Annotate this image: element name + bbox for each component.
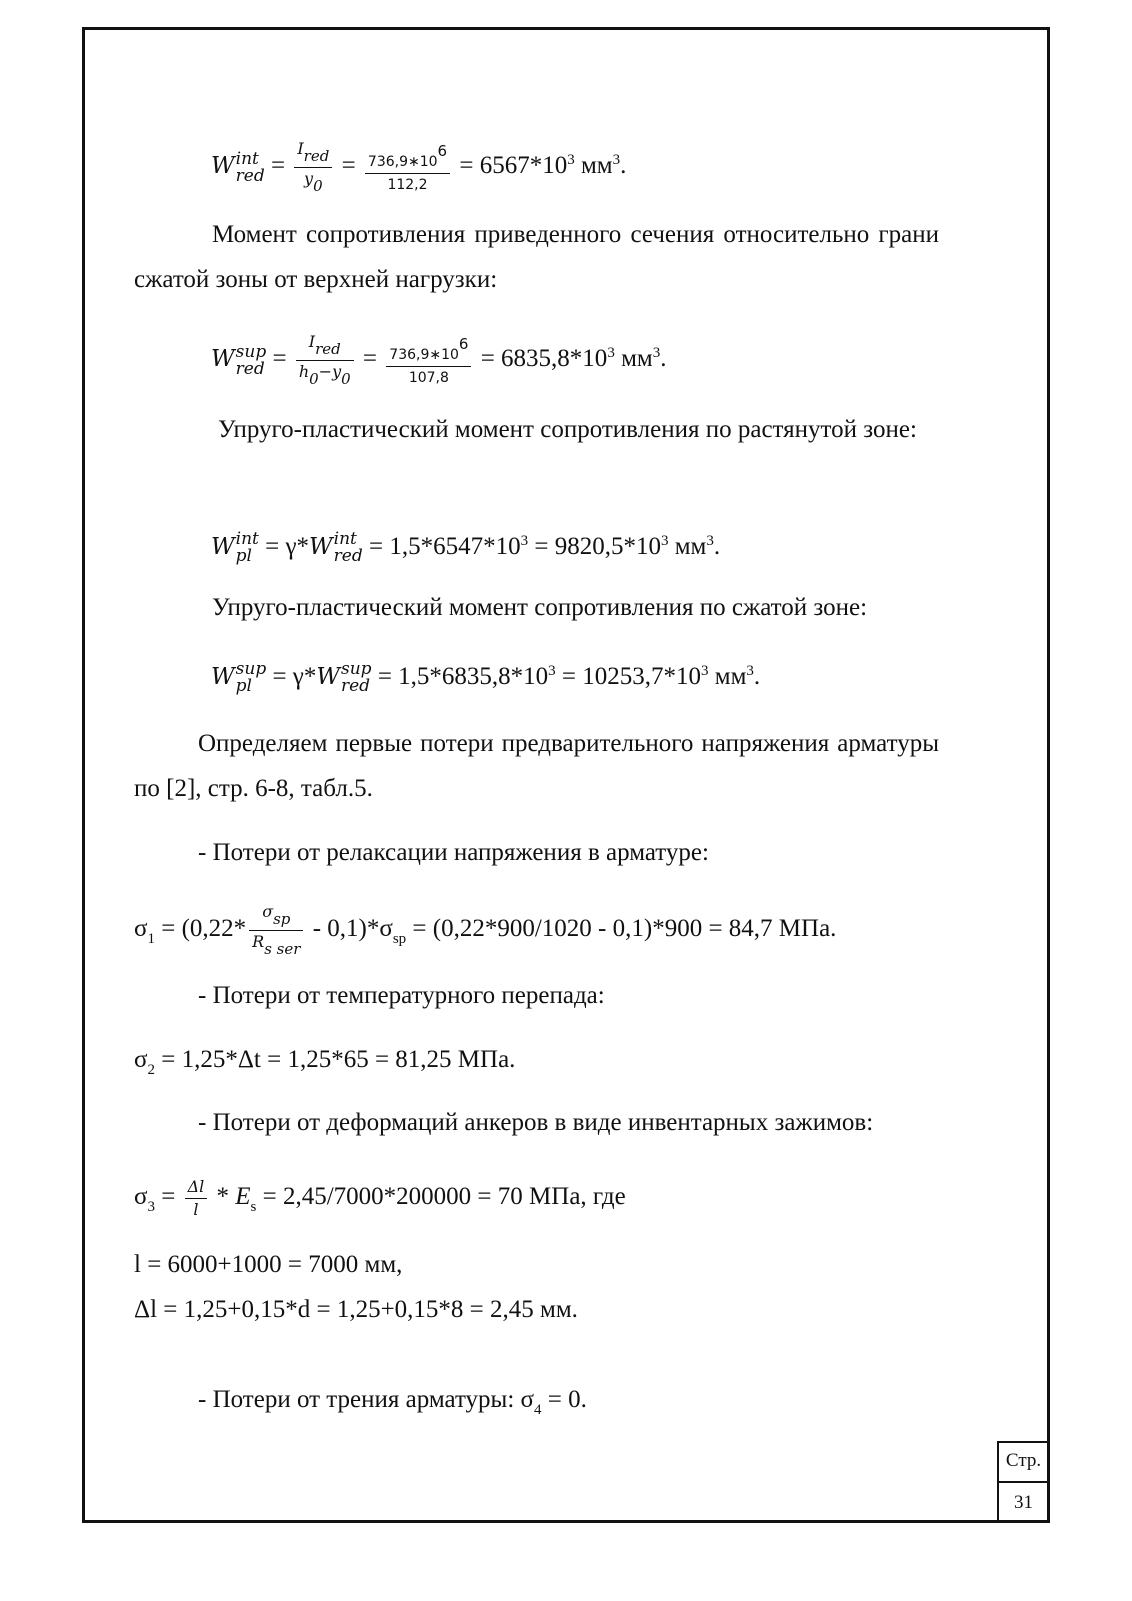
paragraph: Момент сопротивления приведенного сечения относительно грани сжатой зоны от верхней нагрузки: (134, 221, 939, 293)
sigma3-formula: $\sigma_3$ = $\frac{\Delta l}{l}$ * $E_s = 2,45/7000*200000 = 70$ МПа, где (134, 1177, 626, 1219)
paragraph: Определяем первые потери предварительного напряжения арматуры по [2], стр. 6-8, табл.5. (134, 730, 939, 802)
friction-heading: - Потери от трения арматуры: $\sigma_4 = 0$. (198, 1386, 587, 1418)
fraction: $\frac{\text{σsp}}{\text{Rs ser}}$ (249, 903, 303, 958)
delta-length-definition: Δl = 1,25+0,15*d = 1,25+0,15*8 = 2,45 мм. (134, 1296, 578, 1323)
paragraph: Упруго-пластический момент сопротивления по растянутой зоне: (218, 416, 917, 443)
page-number-stamp (997, 1441, 1050, 1523)
length-definition: l = 6000+1000 = 7000 мм, (134, 1251, 403, 1278)
formula-w-red-sup: W sup red = $\frac{\text{Ired}}{h0-y0}$ = $\frac{736,9∗106}{107,8}$ = $6835,8*10^3$ $мм^3$. (211, 332, 667, 388)
sigma1-formula: $\sigma_1 = (0,22*$ $\frac{\text{σsp}}{\text{Rs ser}}$ - $0,1)*\sigma_{sp} = (0,22*900/1020 - 0,1)*900 = 84,7$ МПа. (134, 902, 837, 958)
fraction: $\frac{\text{Ired}}{y0}$ (294, 140, 332, 195)
temperature-heading: - Потери от температурного перепада: (198, 982, 605, 1009)
formula-w-red-int: W int red = $\frac{\text{Ired}}{y0}$ = $\frac{736,9∗106}{112,2}$ = $6567*10^3$ $мм^3$. (211, 139, 627, 195)
page-number: 31 (1014, 1492, 1033, 1513)
relaxation-heading: - Потери от релаксации напряжения в арматуре: (198, 839, 709, 866)
page-label: Стр. (999, 1443, 1048, 1483)
paragraph: Упруго-пластический момент сопротивления по сжатой зоне: (212, 594, 868, 621)
fraction: $\frac{\Delta l}{l}$ (185, 1178, 208, 1219)
sigma2-formula: $\sigma_2 = 1,25*\Delta t = 1,25*65 = 81,25$ МПа. (134, 1046, 516, 1078)
fraction: $\frac{\text{Ired}}{h0-y0}$ (296, 333, 354, 388)
fraction: $\frac{736,9∗106}{107,8}$ (386, 335, 471, 387)
formula-w-pl-sup: W sup pl = γ*W sup red = $1,5*6835,8*10^3 = 10253,7*10^3$ $мм^3$. (211, 659, 761, 697)
fraction: $\frac{736,9∗106}{112,2}$ (365, 142, 450, 194)
anchor-heading: - Потери от деформаций анкеров в виде инвентарных зажимов: (198, 1109, 874, 1136)
formula-w-pl-int: W int pl = γ*W int red = $1,5*6547*10^3 = 9820,5*10^3$ $мм^3$. (211, 529, 721, 567)
